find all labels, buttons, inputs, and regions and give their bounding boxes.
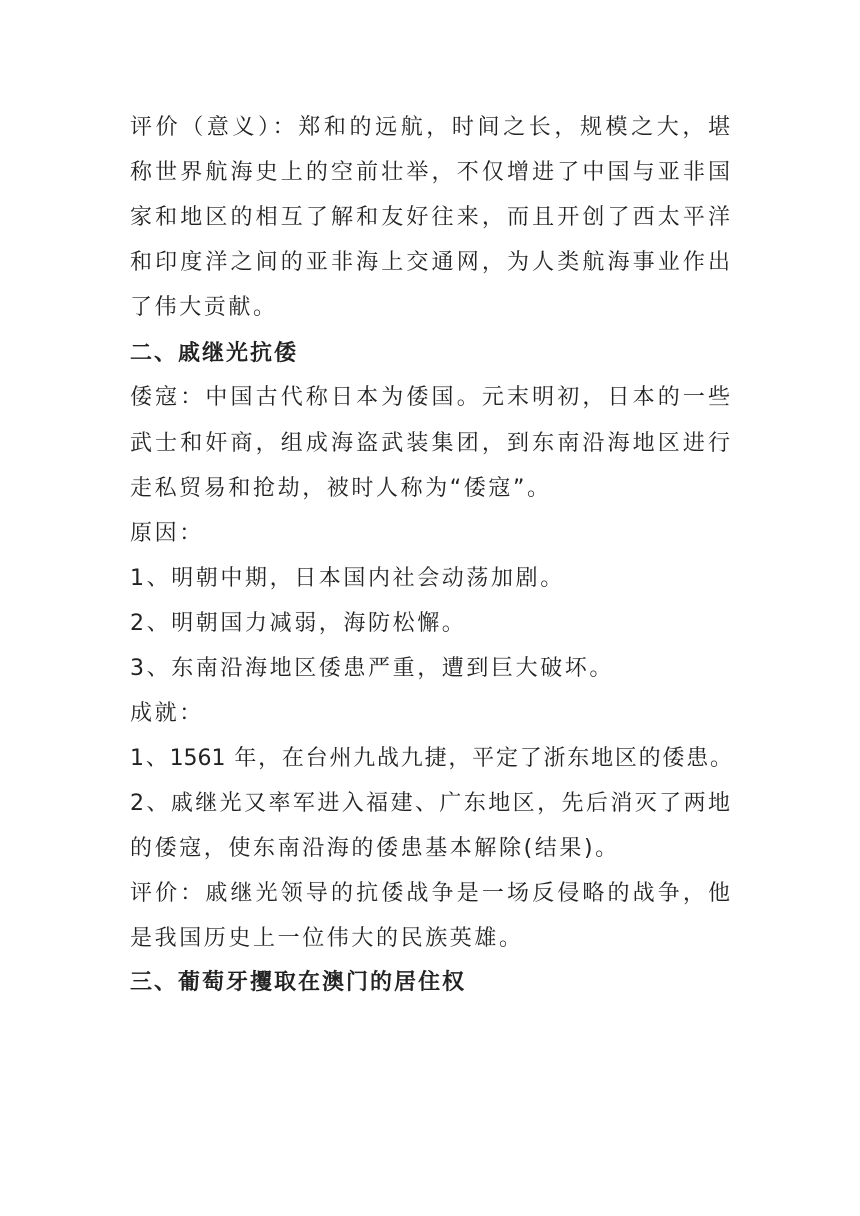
section-heading-qi-jiguang: 二、戚继光抗倭 [130,341,299,366]
para-qi-evaluation-line: 是我国历史上一位伟大的民族英雄。 [130,926,524,951]
para-zhenghe-evaluation-line: 家和地区的相互了解和友好往来，而且开创了西太平洋 [130,205,730,230]
para-zhenghe-evaluation-line: 和印度洋之间的亚非海上交通网，为人类航海事业作出 [130,250,730,275]
achievement-item: 的倭寇，使东南沿海的倭患基本解除(结果)。 [130,836,620,861]
para-wokou-definition-line: 走私贸易和抢劫，被时人称为“倭寇”。 [130,476,552,501]
para-zhenghe-evaluation-line: 评价（意义）：郑和的远航，时间之长，规模之大，堪 [130,115,730,140]
para-wokou-definition-line: 武士和奸商，组成海盗武装集团，到东南沿海地区进行 [130,431,730,456]
cause-item: 1、明朝中期，日本国内社会动荡加剧。 [130,566,565,591]
cause-item: 2、明朝国力减弱，海防松懈。 [130,611,467,636]
para-wokou-definition-line: 倭寇：中国古代称日本为倭国。元末明初，日本的一些 [130,385,730,410]
para-qi-evaluation-line: 评价：戚继光领导的抗倭战争是一场反侵略的战争，他 [130,881,730,906]
causes-label: 原因： [130,521,204,546]
achievement-item: 1、1561 年，在台州九战九捷，平定了浙东地区的倭患。 [130,746,732,771]
para-zhenghe-evaluation-line: 称世界航海史上的空前壮举，不仅增进了中国与亚非国 [130,160,730,185]
cause-item: 3、东南沿海地区倭患严重，遭到巨大破坏。 [130,656,614,681]
para-zhenghe-evaluation-line: 了伟大贡献。 [130,295,278,320]
achievement-item: 2、戚继光又率军进入福建、广东地区，先后消灭了两地 [130,791,730,816]
section-heading-macau: 三、葡萄牙攫取在澳门的居住权 [130,970,467,995]
achievements-label: 成就： [130,701,204,726]
